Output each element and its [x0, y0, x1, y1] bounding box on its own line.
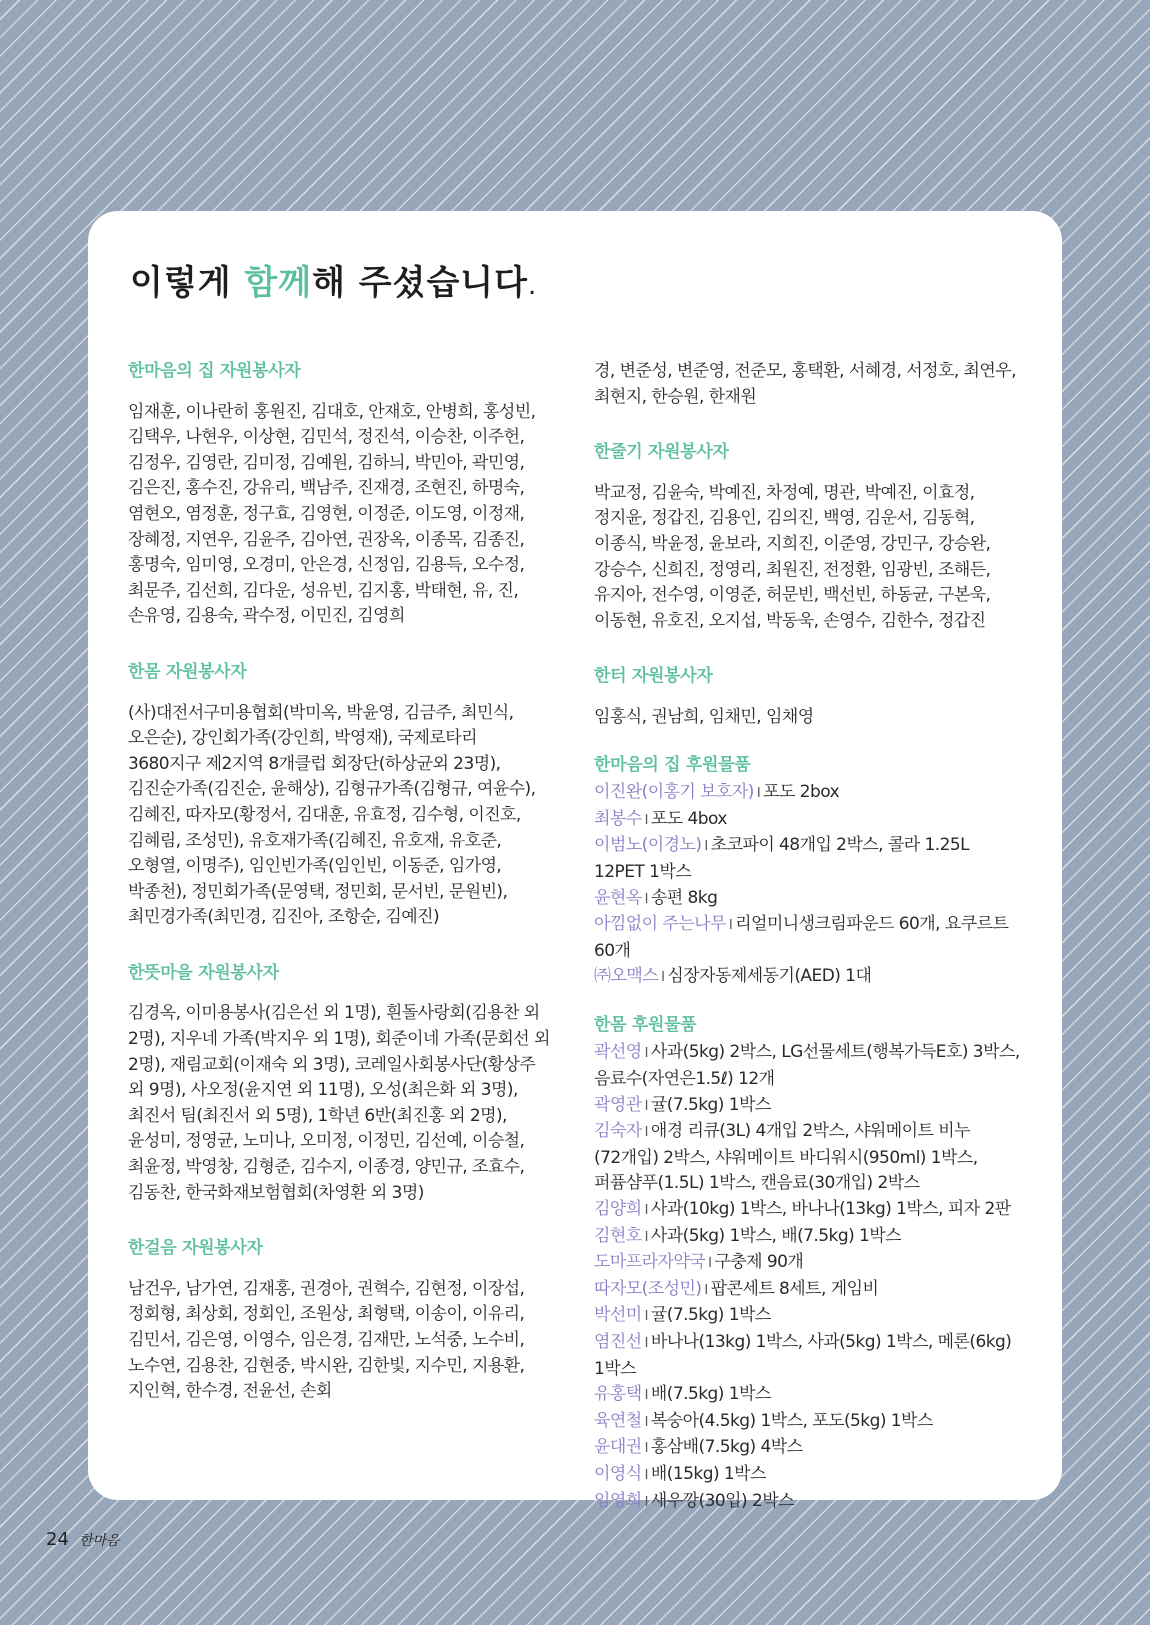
donor-name: 도마프라자약국 [594, 1252, 706, 1273]
donation-item [594, 912, 1022, 964]
donation-list [594, 780, 1022, 991]
content-card [88, 211, 1062, 1511]
donor-name: 김양희 [594, 1199, 642, 1220]
donor-name: 최봉수 [594, 808, 642, 829]
donation-content: 심장자동제세동기(AED) 1대 [667, 966, 872, 987]
donation-content: 귤(7.5kg) 1박스 [650, 1094, 771, 1115]
volunteer-list: 남건우, 남가연, 김재홍, 권경아, 권혁수, 김현정, 이장섭, 정회형, 최상회, 정회인, 조원상, 최형택, 이송이, 이유리, 김민서, 김은영, 이영수, 임은경, 김재만, 노석중, 노수비, 노수연, 김용찬, 김현중, 박시완, 김한빛, 지수민, 지용환, 지인혁, 한수경, 전윤선, 손회 [128, 1278, 525, 1402]
donor-name: 아낌없이 주는나무 [594, 914, 726, 935]
page-footer [46, 1528, 120, 1550]
section-heading: 한마음의 집 자원봉사자 [128, 361, 301, 381]
donor-name: 이영식 [594, 1463, 642, 1484]
donation-item [594, 1435, 1022, 1462]
separator: I [756, 786, 761, 802]
donation-item [594, 1040, 1022, 1092]
section-heading: 한마음의 집 후원물품 [594, 754, 751, 775]
donor-name: 임영희 [594, 1490, 642, 1511]
donation-item [594, 964, 1022, 991]
donation-content: 홍삼배(7.5kg) 4박스 [650, 1437, 803, 1458]
donation-item [594, 1382, 1022, 1409]
separator: I [644, 1125, 648, 1141]
separator: I [644, 1229, 648, 1245]
donor-name: 따자모(조성민) [594, 1278, 702, 1299]
title-part2: 해 주셨습니다 [312, 263, 528, 303]
volunteer-list: 박교정, 김윤숙, 박예진, 차정예, 명관, 박예진, 이효정, 정지윤, 정갑진, 김용인, 김의진, 백영, 김운서, 김동혁, 이종식, 박윤정, 윤보라, 지희진, 이준영, 강민구, 강승완, 강승수, 신희진, 정영리, 최원진, 전정환, 임광빈, 조해든, 유지아, 전수영, 이영준, 허문빈, 백선빈, 하동균, 구본욱, 이동현, 유호진, 오지섭, 박동욱, 손영수, 김한수, 정갑진 [594, 482, 991, 631]
separator: I [661, 970, 665, 986]
donation-content: 바나나(13kg) 1박스, 사과(5kg) 1박스, 메론(6kg) 1박스 [594, 1332, 1012, 1379]
separator: I [728, 918, 733, 934]
donation-content: 사과(10kg) 1박스, 바나나(13kg) 1박스, 피자 2판 [650, 1199, 1011, 1220]
donor-name: 윤대권 [594, 1437, 642, 1458]
section-heading: 한줄기 자원봉사자 [594, 442, 729, 463]
separator: I [644, 1046, 648, 1062]
donor-name: ㈜오맥스 [594, 966, 659, 987]
donation-item [594, 1119, 1022, 1197]
donation-item [594, 1093, 1022, 1120]
volunteer-list: (사)대전서구미용협회(박미옥, 박윤영, 김금주, 최민식, 오은순), 강인회가족(강인희, 박영재), 국제로타리 3680지구 제2지역 8개클럽 회장단(하상균외 23명), 김진순가족(김진순, 윤해상), 김형규가족(김형규, 여윤수), 김혜진, 따자모(황정서, 김대훈, 유효정, 김수형, 이진호, 김혜림, 조성민), 유호재가족(김혜진, 유호재, 유호준, 오형열, 이명주), 임인빈가족(임인빈, 이동준, 임가영, 박종천), 정민회가족(문영택, 정민회, 문서빈, 문원빈), 최민경가족(최민경, 김진아, 조항순, 김예진) [128, 702, 536, 928]
separator: I [708, 1256, 712, 1272]
donor-name: 염진선 [594, 1332, 642, 1352]
separator: I [704, 1282, 708, 1298]
page-title [130, 255, 537, 304]
separator: I [644, 1336, 648, 1351]
donation-content: 구충제 90개 [714, 1252, 804, 1273]
donor-name: 육연철 [594, 1410, 642, 1431]
donor-name: 윤현옥 [594, 887, 642, 908]
donation-item [594, 1462, 1022, 1489]
separator: I [644, 1414, 648, 1430]
page-number: 24 [46, 1529, 69, 1550]
donation-item [594, 833, 1022, 885]
donation-item [594, 1330, 1022, 1382]
separator: I [644, 1388, 648, 1404]
section-heading: 한몸 자원봉사자 [128, 661, 247, 682]
donation-item [594, 1277, 1022, 1304]
volunteer-list: 임홍식, 권남희, 임채민, 임채영 [594, 706, 814, 727]
donation-item [594, 1224, 1022, 1251]
section-heading: 한걸음 자원봉사자 [128, 1238, 263, 1259]
donor-name: 유홍택 [594, 1384, 642, 1405]
section-heading: 한터 자원봉사자 [594, 666, 713, 687]
donation-content: 포도 4box [650, 808, 727, 829]
donation-content: 귤(7.5kg) 1박스 [650, 1305, 771, 1326]
donation-content: 애경 리큐(3L) 4개입 2박스, 샤워메이트 비누(72개입) 2박스, 샤워메이트 바디워시(950ml) 1박스, 퍼퓸샴푸(1.5L) 1박스, 캔음료(30개입) 2박스 [594, 1121, 978, 1194]
separator: I [644, 1098, 648, 1114]
donor-name: 곽영관 [594, 1094, 642, 1115]
donor-name: 김숙자 [594, 1121, 642, 1142]
donation-content: 배(15kg) 1박스 [650, 1463, 766, 1484]
volunteer-list: 김경옥, 이미용봉사(김은선 외 1명), 흰돌사랑회(김용찬 외 2명), 지우네 가족(박지우 외 1명), 회준이네 가족(문회선 외 2명), 재림교회(이재숙 외 3명), 코레일사회봉사단(황상주 외 9명), 사오정(윤지연 외 11명), 오성(최은화 외 3명), 최진서 팀(최진서 외 5명), 1학년 6반(최진홍 외 2명), 윤성미, 정영균, 노미나, 오미정, 이정민, 김선예, 이승철, 최윤정, 박영창, 김형준, 김수지, 이종경, 양민규, 조효수, 김동찬, 한국화재보험협회(차영환 외 3명) [128, 1003, 550, 1203]
donation-item [594, 1197, 1022, 1224]
donor-name: 박선미 [594, 1305, 642, 1326]
separator: I [644, 1203, 648, 1219]
donation-item [594, 780, 1022, 807]
volunteer-list-continued: 경, 변준성, 변준영, 전준모, 홍택환, 서혜경, 서정호, 최연우, 최현지, 한승원, 한재원 [594, 361, 1016, 407]
donation-item [594, 1489, 1022, 1516]
donation-content: 초코파이 48개입 2박스, 콜라 1.25L 12PET 1박스 [594, 835, 970, 882]
title-part1: 이렇게 [130, 263, 245, 303]
donor-name: 이진완(이홍기 보호자) [594, 782, 754, 803]
donation-item [594, 1250, 1022, 1277]
separator: I [644, 1441, 648, 1457]
right-column [594, 359, 1022, 1515]
donation-content: 팝콘세트 8세트, 게임비 [710, 1278, 879, 1299]
separator: I [644, 891, 648, 907]
donation-content: 새우깡(30입) 2박스 [650, 1490, 794, 1511]
section-heading: 한몸 후원물품 [594, 1014, 697, 1035]
donor-name: 곽선영 [594, 1042, 642, 1063]
donation-content: 리얼미니생크림파운드 60개, 요쿠르트 60개 [594, 914, 1009, 961]
title-period: . [527, 271, 538, 301]
volunteer-list: 임재훈, 이나란히 홍원진, 김대호, 안재호, 안병희, 홍성빈, 김택우, 나현우, 이상현, 김민석, 정진석, 이승찬, 이주헌, 김정우, 김영란, 김미정, 김예원, 김하늬, 박민아, 곽민영, 김은진, 홍수진, 강유리, 백남주, 진재경, 조현진, 하명숙, 염현오, 염정훈, 정구효, 김영현, 이정준, 이도영, 이정재, 장혜정, 지연우, 김윤주, 김아연, 권장옥, 이종목, 김종진, 홍명숙, 임미영, 오경미, 안은경, 신정임, 김용득, 오수정, 최문주, 김선희, 김다운, 성유빈, 김지홍, 박태현, 유, 진, 손유영, 김용숙, 곽수정, 이민진, 김영희 [128, 401, 536, 627]
separator: I [644, 1494, 648, 1510]
donation-item [594, 1303, 1022, 1330]
donation-item [594, 807, 1022, 834]
donation-item [594, 886, 1022, 913]
donation-content: 포도 2box [763, 782, 840, 803]
donation-list [594, 1040, 1022, 1515]
title-accent: 함께 [244, 263, 313, 303]
donation-content: 송편 8kg [650, 887, 718, 908]
section-heading: 한뜻마을 자원봉사자 [128, 962, 279, 983]
separator: I [644, 812, 648, 828]
donation-content: 사과(5kg) 2박스, LG선물세트(행복가득E호) 3박스, 음료수(자연은1.5ℓ) 12개 [594, 1042, 1020, 1090]
donor-name: 김현호 [594, 1225, 642, 1246]
separator: I [644, 1309, 648, 1325]
separator: I [704, 839, 708, 855]
donor-name: 이범노(이경노) [594, 835, 702, 856]
donation-content: 복숭아(4.5kg) 1박스, 포도(5kg) 1박스 [650, 1410, 933, 1431]
donation-content: 배(7.5kg) 1박스 [650, 1384, 771, 1405]
separator: I [644, 1467, 648, 1483]
donation-item [594, 1409, 1022, 1436]
left-column [128, 359, 553, 1405]
magazine-name: 한마음 [78, 1533, 120, 1549]
donation-content: 사과(5kg) 1박스, 배(7.5kg) 1박스 [650, 1225, 902, 1246]
